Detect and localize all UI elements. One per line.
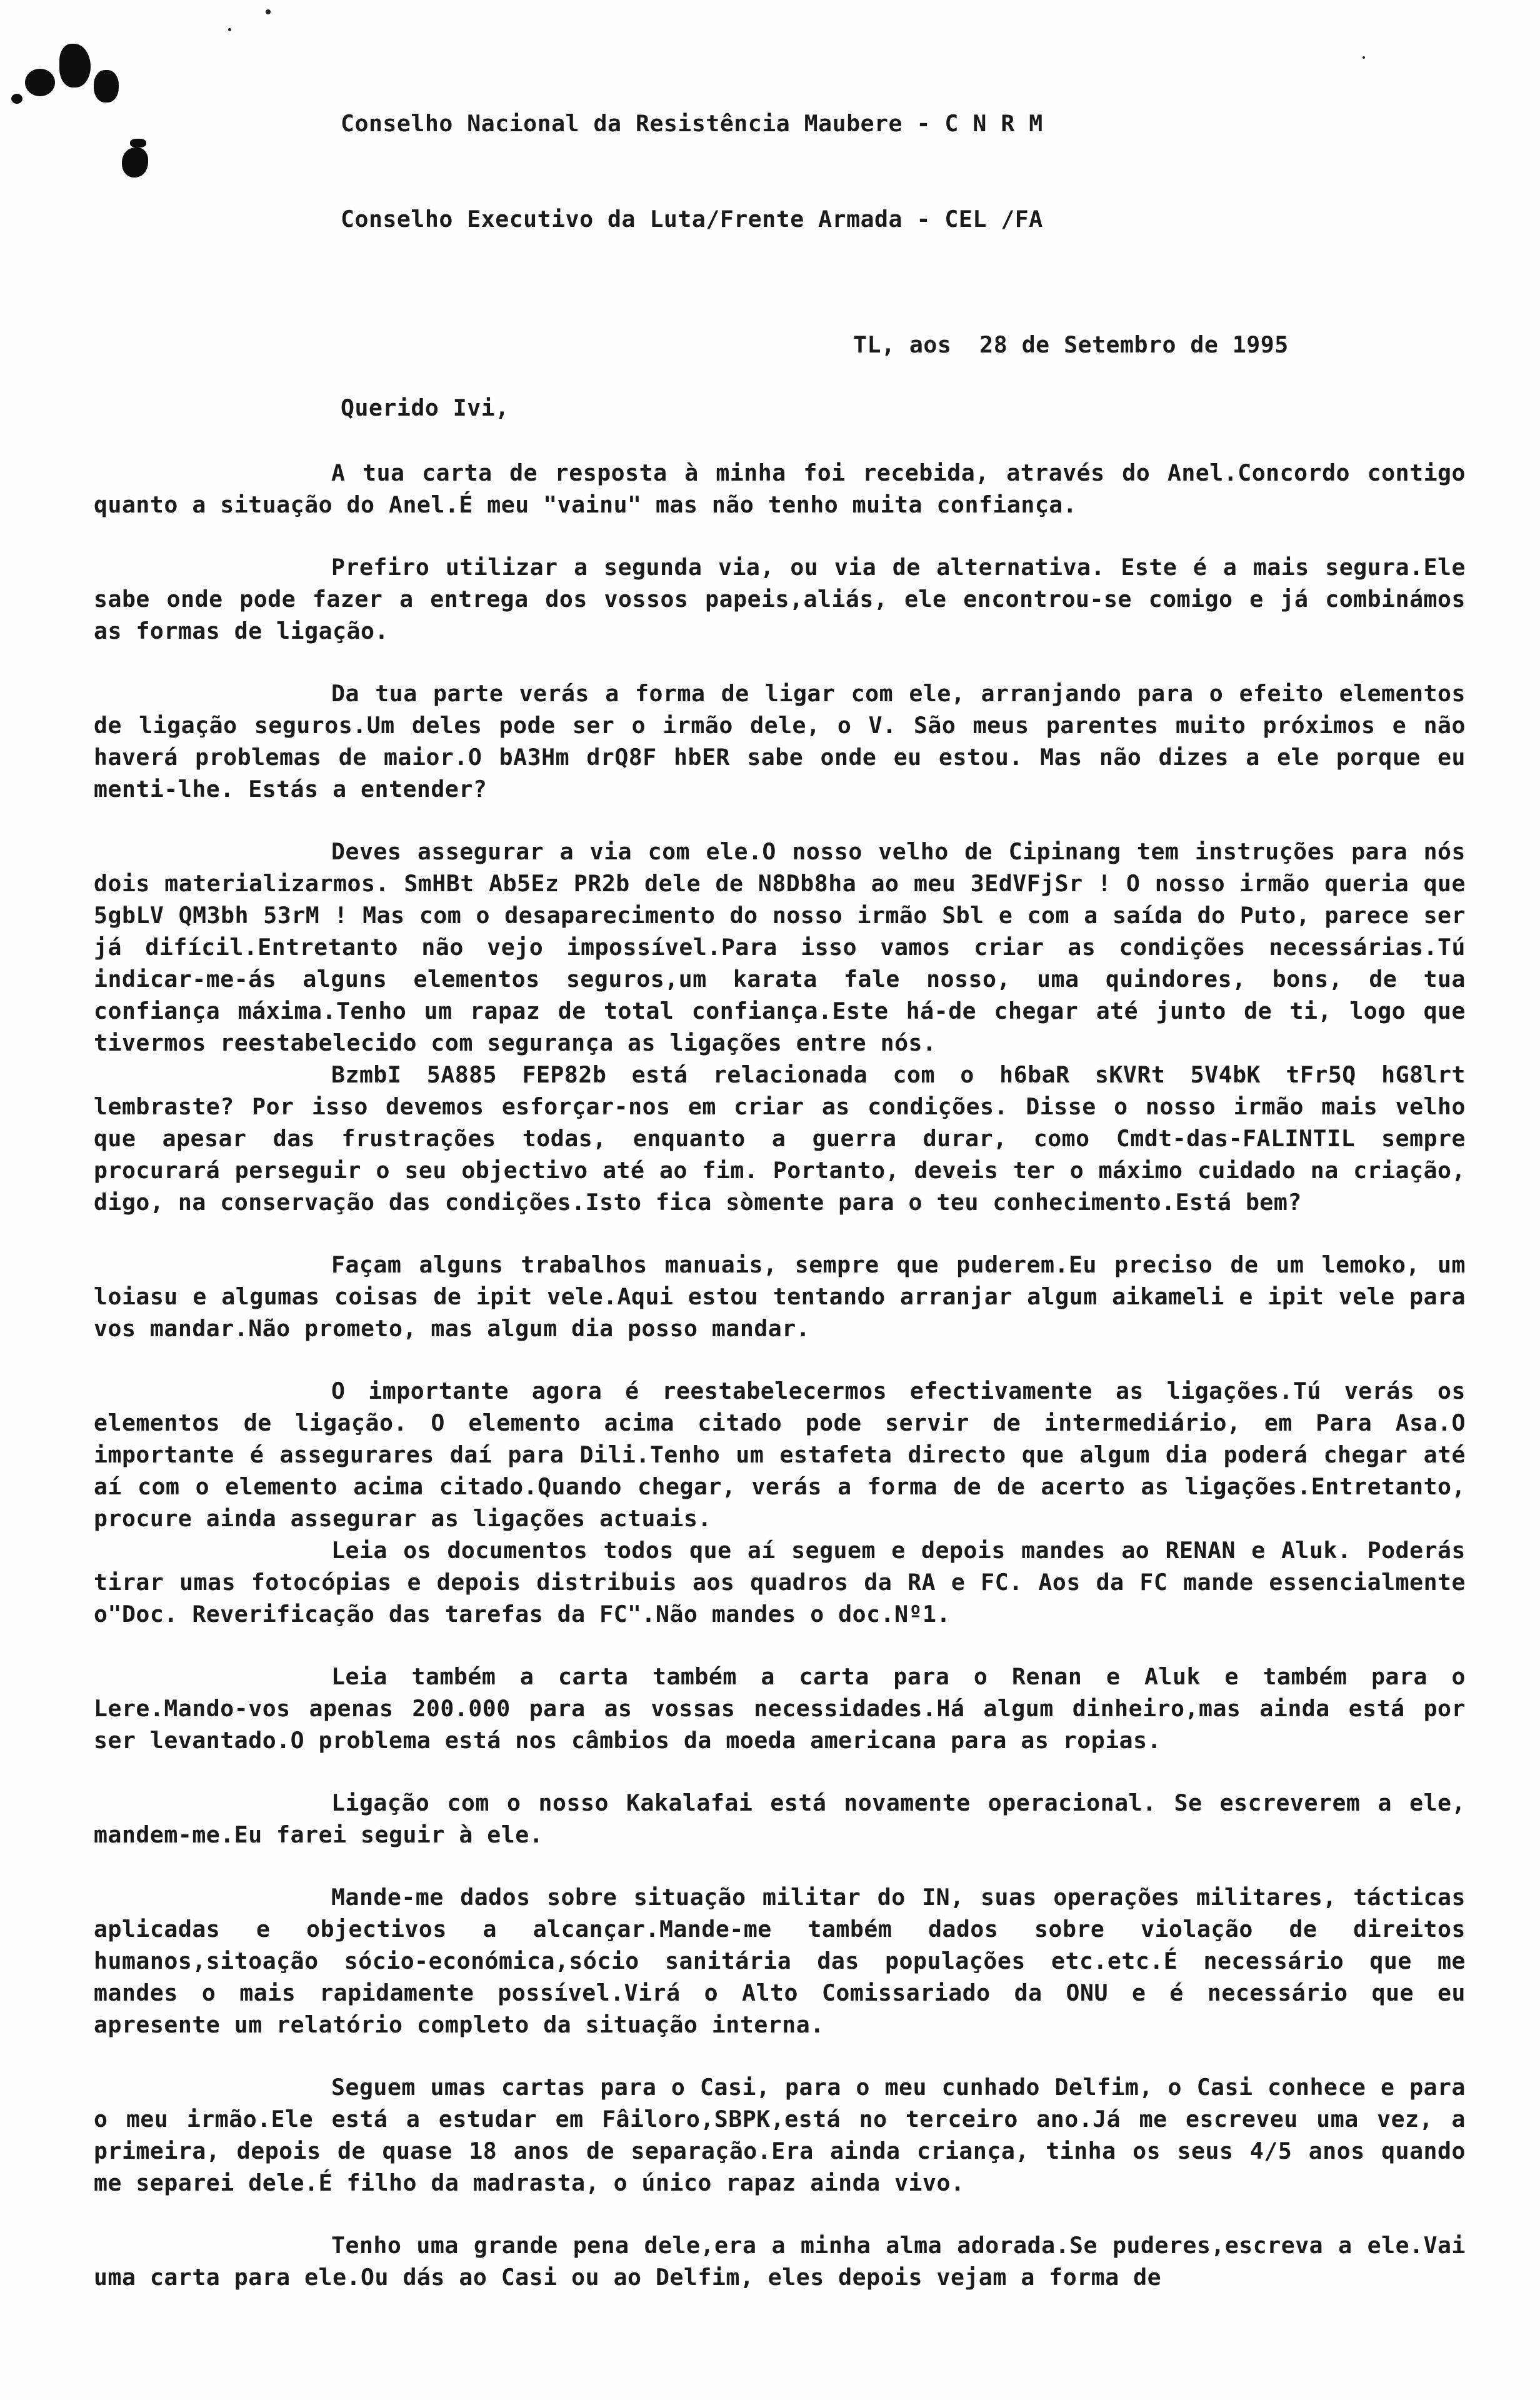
paragraph: Leia os documentos todos que aí seguem e depois mandes ao RENAN e Aluk. Poderás tirar umas fotocópias e depois distribuis aos quadros da RA e FC. Aos da FC mande essencialmente o"Doc. Reverificação das tarefas da FC".Não mandes o doc.Nº1. (94, 1537, 1466, 1628)
place-and-date: TL, aos 28 de Setembro de 1995 (853, 331, 1289, 358)
paragraph: Deves assegurar a via com ele.O nosso velho de Cipinang tem instruções para nós dois materializarmos. SmHBt Ab5Ez PR2b dele de N8Db8ha ao meu 3EdVFjSr ! O nosso irmão queria que 5gbLV QM3bh 53rM ! Mas com o desaparecimento do nosso irmão Sbl e com a saída do Puto, parece ser já difícil.Entretanto não vejo impossível.Para isso vamos criar as condições necessárias.Tú indicar-me-ás alguns elementos seguros,um karata fale nosso, uma quindores, bons, de tua confiança máxima.Tenho um rapaz de total confiança.Este há-de chegar até junto de ti, logo que tivermos reestabelecido com segurança as ligações entre nós. (94, 838, 1466, 1056)
ink-blot (11, 94, 22, 104)
paragraph: Seguem umas cartas para o Casi, para o meu cunhado Delfim, o Casi conhece e para o meu irmão.Ele está a estudar em Fâiloro,SBPK,está no terceiro ano.Já me escreveu uma vez, a primeira, depois de quase 18 anos de separação.Era ainda criança, tinha os seus 4/5 anos quando me separei dele.É filho da madrasta, o único rapaz ainda vivo. (94, 2074, 1466, 2196)
paragraph: O importante agora é reestabelecermos efectivamente as ligações.Tú verás os elementos de ligação. O elemento acima citado pode servir de intermediário, em Para Asa.O importante é assegurares daí para Dili.Tenho um estafeta directo que algum dia poderá chegar até aí com o elemento acima citado.Quando chegar, verás a forma de de acerto as ligações.Entretanto, procure ainda assegurar as ligações actuais. (94, 1378, 1466, 1532)
salutation: Querido Ivi, (341, 394, 509, 421)
paragraph: Ligação com o nosso Kakalafai está novamente operacional. Se escreverem a ele, mandem-me.Eu farei seguir à ele. (94, 1789, 1466, 1848)
ink-blot (25, 69, 55, 96)
letterhead (341, 44, 1469, 299)
ink-blot (59, 44, 91, 88)
paragraph: Mande-me dados sobre situação militar do IN, suas operações militares, tácticas aplicadas e objectivos a alcançar.Mande-me também dados sobre violação de direitos humanos,sitoação sócio-económica,sócio sanitária das populações etc.etc.É necessário que me mandes o mais rapidamente possível.Virá o Alto Comissariado da ONU e é necessário que eu apresente um relatório completo da situação interna. (94, 1884, 1466, 2038)
letter-body (94, 44, 1469, 2293)
ink-speck (228, 28, 231, 31)
paragraph: BzmbI 5A885 FEP82b está relacionada com o h6baR sKVRt 5V4bK tFr5Q hG8lrt lembraste? Por isso devemos esforçar-nos em criar as condições. Disse o nosso irmão mais velho que apesar das frustrações todas, enquanto a guerra durar, como Cmdt-das-FALINTIL sempre procurará perseguir o seu objectivo até ao fim. Portanto, deveis ter o máximo cuidado na criação, digo, na conservação das condições.Isto fica sòmente para o teu conhecimento.Está bem? (94, 1061, 1466, 1216)
paragraph: Façam alguns trabalhos manuais, sempre que puderem.Eu preciso de um lemoko, um loiasu e algumas coisas de ipit vele.Aqui estou tentando arranjar algum aikameli e ipit vele para vos mandar.Não prometo, mas algum dia posso mandar. (94, 1251, 1466, 1342)
paragraph: Da tua parte verás a forma de ligar com ele, arranjando para o efeito elementos de ligação seguros.Um deles pode ser o irmão dele, o V. São meus parentes muito próximos e não haverá problemas de maior.O bA3Hm drQ8F hbER sabe onde eu estou. Mas não dizes a ele porque eu menti-lhe. Estás a entender? (94, 680, 1466, 802)
paragraph: Prefiro utilizar a segunda via, ou via de alternativa. Este é a mais segura.Ele sabe onde pode fazer a entrega dos vossos papeis,aliás, ele encontrou-se comigo e já combinámos as formas de ligação. (94, 554, 1466, 644)
ink-speck (266, 9, 271, 14)
letterhead-line-2: Conselho Executivo da Luta/Frente Armada - CEL /FA (341, 206, 1043, 232)
paragraph: Tenho uma grande pena dele,era a minha alma adorada.Se puderes,escreva a ele.Vai uma carta para ele.Ou dás ao Casi ou ao Delfim, eles depois vejam a forma de (94, 2232, 1466, 2291)
paragraph: A tua carta de resposta à minha foi recebida, através do Anel.Concordo contigo quanto a situação do Anel.É meu "vainu" mas não tenho muita confiança. (94, 459, 1466, 518)
paragraph: Leia também a carta também a carta para o Renan e Aluk e também para o Lere.Mando-vos apenas 200.000 para as vossas necessidades.Há algum dinheiro,mas ainda está por ser levantado.O problema está nos câmbios da moeda americana para as ropias. (94, 1663, 1466, 1754)
letterhead-line-1: Conselho Nacional da Resistência Maubere - C N R M (341, 110, 1043, 137)
